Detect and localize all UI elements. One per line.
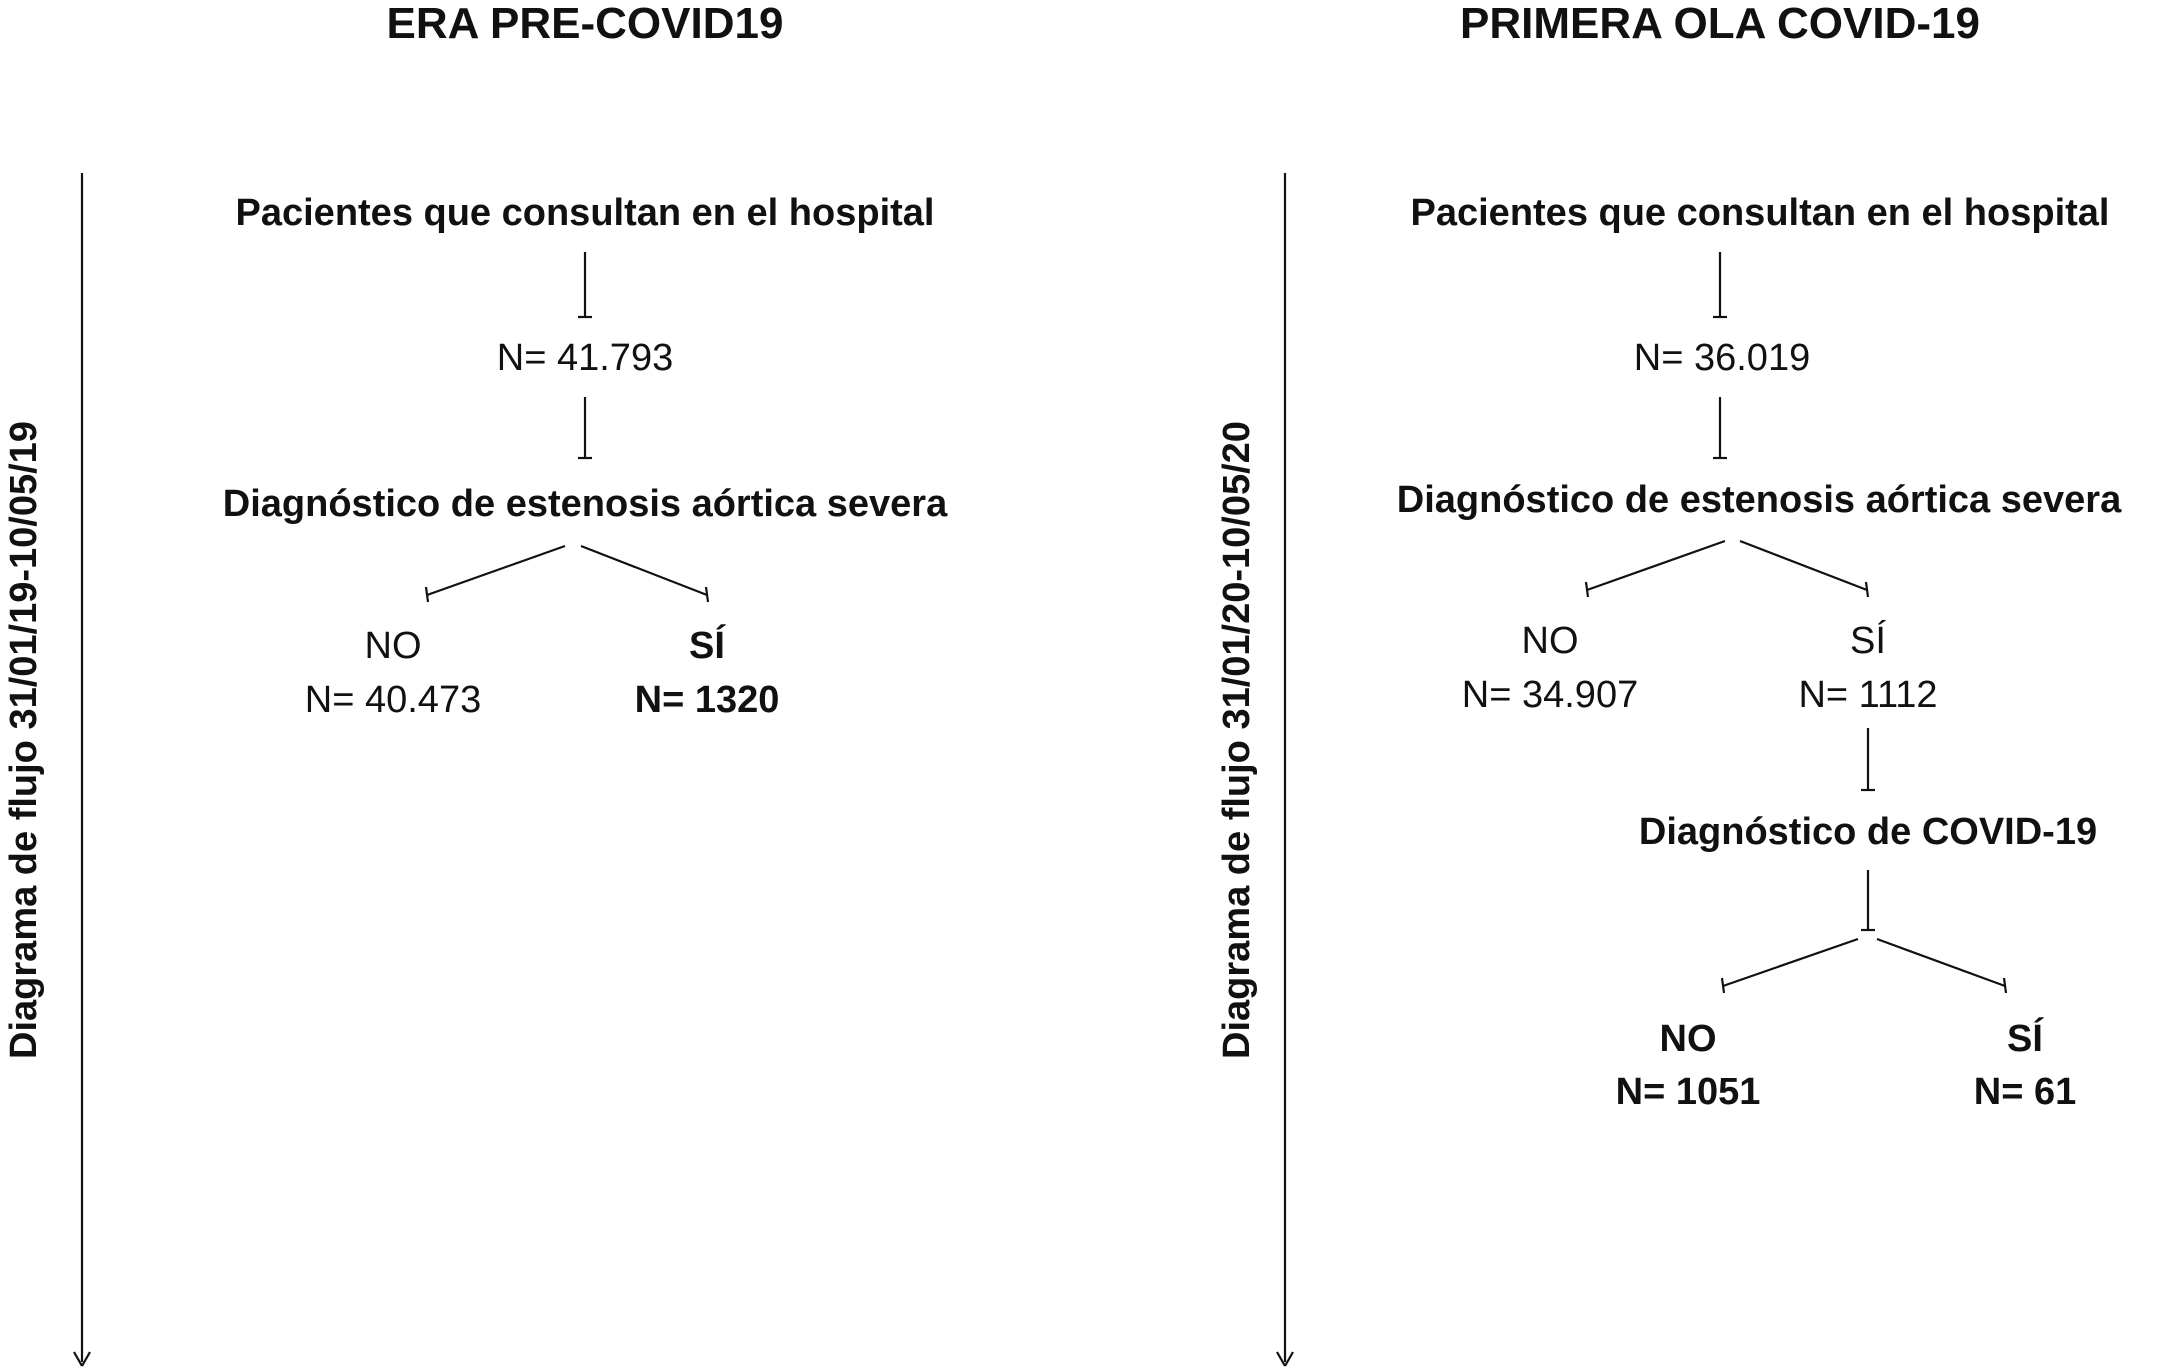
covid-yes-label: SÍ <box>2007 1018 2043 1060</box>
right-branch-no <box>1587 541 1725 590</box>
left-branch-no <box>427 546 565 595</box>
left-panel-title: ERA PRE-COVID19 <box>386 0 784 48</box>
right-branch-no-cap <box>1586 582 1588 597</box>
left-no-label: NO <box>364 625 422 667</box>
left-patients-label: Pacientes que consultan en el hospital <box>235 192 935 234</box>
covid-branch-yes <box>1877 939 2005 986</box>
left-timeline-label: Diagrama de flujo 31/01/19-10/05/19 <box>3 421 45 1059</box>
right-branch-yes <box>1740 541 1867 590</box>
covid-diagnosis-label: Diagnóstico de COVID-19 <box>1638 811 2098 853</box>
right-patients-label: Pacientes que consultan en el hospital <box>1410 192 2110 234</box>
right-panel-title: PRIMERA OLA COVID-19 <box>1460 0 1980 48</box>
right-timeline-arrowhead-r <box>1285 1352 1293 1366</box>
left-diagnosis-label: Diagnóstico de estenosis aórtica severa <box>222 483 948 525</box>
covid-no-label: NO <box>1659 1018 1717 1060</box>
right-timeline-arrowhead-l <box>1277 1352 1285 1366</box>
covid-branch-yes-cap <box>2004 978 2006 993</box>
right-no-count: N= 34.907 <box>1461 674 1639 716</box>
covid-branch-no-cap <box>1722 978 1724 993</box>
right-timeline-label: Diagrama de flujo 31/01/20-10/05/20 <box>1216 421 1258 1059</box>
left-timeline-arrowhead-r <box>82 1352 90 1366</box>
covid-branch-no <box>1723 939 1858 986</box>
left-no-count: N= 40.473 <box>304 679 482 721</box>
right-yes-count: N= 1112 <box>1798 674 1938 716</box>
left-branch-yes-cap <box>706 587 708 602</box>
left-timeline-arrowhead-l <box>74 1352 82 1366</box>
covid-no-count: N= 1051 <box>1615 1071 1761 1113</box>
left-yes-label: SÍ <box>689 625 725 667</box>
right-diagnosis-label: Diagnóstico de estenosis aórtica severa <box>1396 479 2122 521</box>
right-patients-count: N= 36.019 <box>1633 337 1811 379</box>
right-no-label: NO <box>1521 620 1579 662</box>
left-yes-count: N= 1320 <box>634 679 780 721</box>
left-branch-no-cap <box>426 587 428 602</box>
left-patients-count: N= 41.793 <box>496 337 674 379</box>
right-branch-yes-cap <box>1866 582 1868 597</box>
covid-yes-count: N= 61 <box>1973 1071 2077 1113</box>
right-yes-label: SÍ <box>1850 620 1886 662</box>
left-branch-yes <box>581 546 707 595</box>
